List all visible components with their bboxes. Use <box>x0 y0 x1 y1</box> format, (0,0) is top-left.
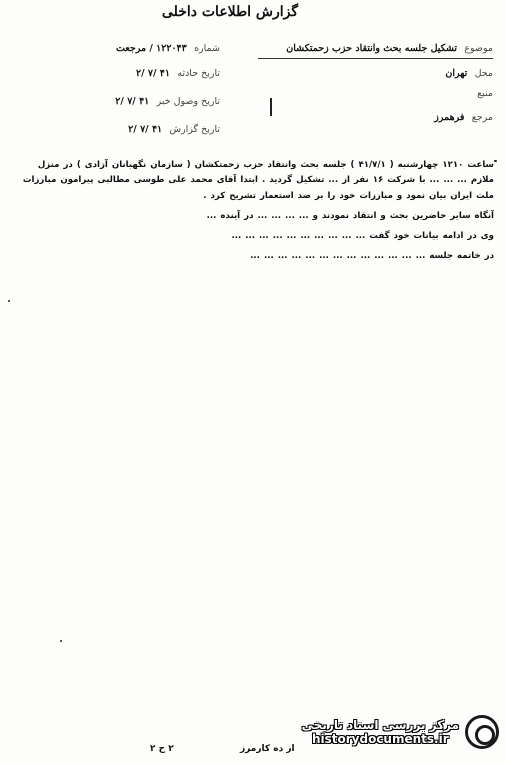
meta-report-date <box>60 124 220 135</box>
scan-speck <box>60 640 62 642</box>
meta-place-value: تهران <box>445 68 468 79</box>
meta-event-date-label: تاریخ حادثه <box>177 68 220 79</box>
meta-place <box>233 68 493 79</box>
watermark-en: historydocuments.ir <box>311 732 449 746</box>
watermark-fa: مرکز بررسی اسناد تاریخی <box>301 718 459 732</box>
meta-subject-label: موضوع <box>464 43 493 54</box>
meta-subject <box>233 43 493 54</box>
closing-line: از ده کارمرز <box>240 744 295 754</box>
body-paragraph: آنگاه سایر حاضرین بحث و انتقاد نمودند و ... ... ... ... در آینده ... <box>206 210 494 221</box>
body-paragraph: در خاتمه جلسه ... ... ... ... ... ... ... ... ... ... ... ... ... <box>250 251 494 262</box>
meta-received-date-value: ۴۱ /۷ /۲ <box>115 96 150 107</box>
meta-number <box>60 43 220 54</box>
meta-report-date-label: تاریخ گزارش <box>169 124 220 135</box>
meta-received-date <box>60 96 220 107</box>
document-title: گزارش اطلاعات داخلی <box>161 4 299 20</box>
meta-number-label: شماره <box>194 43 220 54</box>
archive-logo-icon <box>465 715 499 749</box>
meta-place-label: محل <box>474 68 493 79</box>
watermark-text <box>302 718 459 746</box>
scan-speck <box>494 160 497 162</box>
meta-event-date <box>60 68 220 79</box>
meta-received-date-label: تاریخ وصول خبر <box>156 96 220 107</box>
stamp-mark <box>270 98 310 116</box>
closing-signature: ۲ ح ۲ <box>150 744 174 754</box>
meta-event-date-value: ۴۱ /۷ /۲ <box>136 68 171 79</box>
meta-number-value: ۱۲۲۰۴۳ / مرجعت <box>115 43 187 54</box>
meta-report-date-value: ۴۱ /۷ /۲ <box>128 124 163 135</box>
body-paragraph: ساعت ۱۲۱۰ چهارشنبه ( ۴۱/۷/۱ ) جلسه بحث وانتقاد حزب زحمتکشان ( سازمان نگهبانان آزادی ) در منزل ملازم ... ... ... با شرکت ۱۶ نفر از ... تشکیل گردید . ابتدا آقای محمد علی طوسی مطالبی پیرامون مبارزات ملت ایران بیان نمود و مبارزات خود را بر ضد استعمار تشریح کرد . <box>22 160 494 201</box>
meta-reference-value: فرهمرز <box>434 112 465 123</box>
scan-speck <box>8 300 10 302</box>
document-body <box>12 158 494 270</box>
meta-source-label: منبع <box>477 88 493 99</box>
divider <box>258 58 493 59</box>
archive-watermark <box>199 711 499 753</box>
meta-reference-label: مرجع <box>471 112 493 123</box>
meta-subject-value: تشکیل جلسه بحث وانتقاد حزب زحمتکشان <box>286 43 458 54</box>
body-paragraph: وی در ادامه بیانات خود گفت ... ... ... ... ... ... ... ... ... ... <box>231 231 494 242</box>
